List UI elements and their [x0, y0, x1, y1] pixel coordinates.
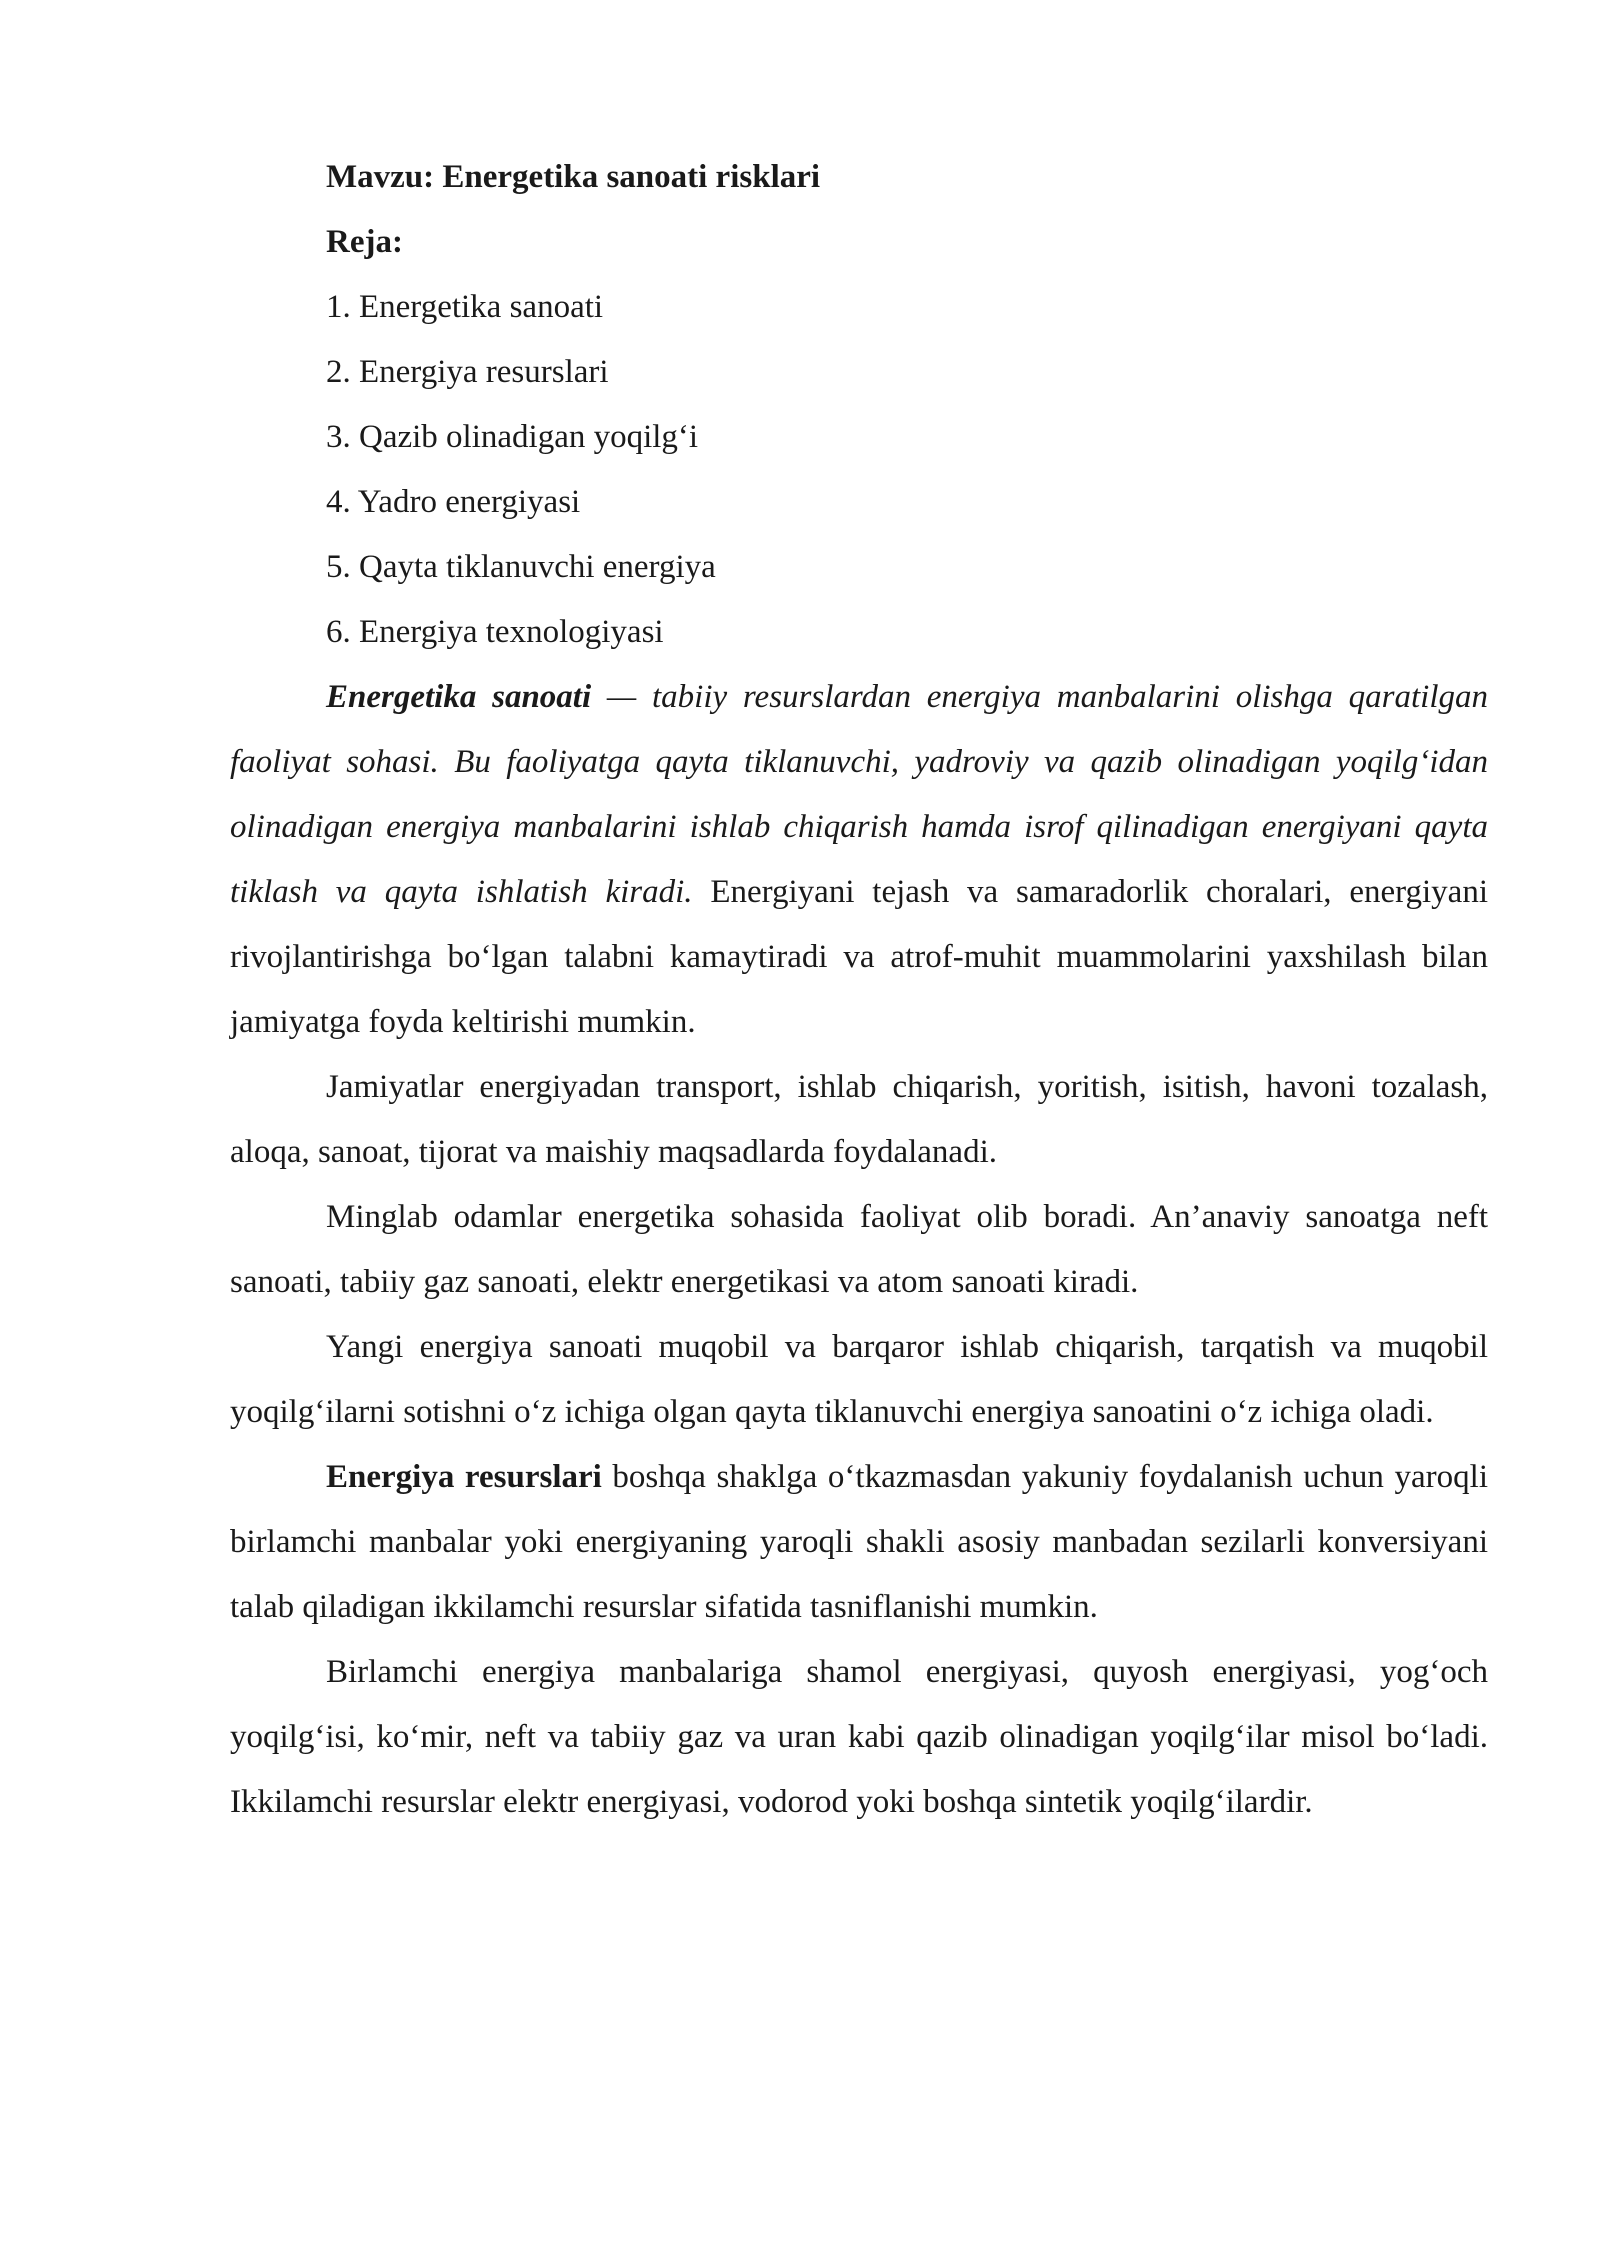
document-title: Mavzu: Energetika sanoati risklari [326, 159, 821, 195]
paragraph-primary-sources: Birlamchi energiya manbalariga shamol energiyasi, quyosh energiyasi, yog‘och yoqilg‘isi, ko‘mir, neft va tabiiy gaz va uran kabi qazib olinadigan yoqilg‘ilar misol bo‘ladi. Ikkilamchi resurslar elektr energiyasi, vodorod yoki boshqa sintetik yoqilg‘ilardir. [230, 1654, 1488, 1820]
document-page [230, 145, 1488, 1835]
plan-item: 5. Qayta tiklanuvchi energiya [326, 549, 716, 585]
paragraph-energetika-sanoati [230, 665, 1488, 1055]
paragraph-new-industry: Yangi energiya sanoati muqobil va barqaror ishlab chiqarish, tarqatish va muqobil yoqilg‘ilarni sotishni o‘z ichiga olgan qayta tiklanuvchi energiya sanoatini o‘z ichiga oladi. [230, 1329, 1488, 1430]
plan-item: 3. Qazib olinadigan yoqilg‘i [326, 419, 699, 455]
definition-text: — tabiiy resurslardan energiya manbalarini olishga qaratilgan faoliyat sohasi. Bu faoliyatga qayta tiklanuvchi, yadroviy va qazib olinadigan yoqilg‘idan olinadigan energiya manbalarini ishlab chiqarish hamda isrof qilinadigan energiyani qayta tiklash va qayta ishlatish kiradi. [230, 679, 1488, 910]
plan-item: 2. Energiya resurslari [326, 354, 609, 390]
paragraph-text: boshqa shaklga o‘tkazmasdan yakuniy foydalanish uchun yaroqli birlamchi manbalar yoki energiyaning yaroqli shakli asosiy manbadan sezilarli konversiyani talab qiladigan ikkilamchi resurslar sifatida tasniflanishi mumkin. [230, 1459, 1488, 1625]
plan-item: 6. Energiya texnologiyasi [326, 614, 664, 650]
paragraph-text: Energiyani tejash va samaradorlik choralari, energiyani rivojlantirishga bo‘lgan talabni kamaytiradi va atrof-muhit muammolarini yaxshilash bilan jamiyatga foyda keltirishi mumkin. [230, 874, 1488, 1040]
paragraph-energiya-resurslari [230, 1445, 1488, 1640]
paragraph-traditional-industry: Minglab odamlar energetika sohasida faoliyat olib boradi. An’anaviy sanoatga neft sanoati, tabiiy gaz sanoati, elektr energetikasi va atom sanoati kiradi. [230, 1199, 1488, 1300]
plan-heading: Reja: [326, 224, 403, 260]
plan-item: 4. Yadro energiyasi [326, 484, 581, 520]
plan-item: 1. Energetika sanoati [326, 289, 604, 325]
term-energetika-sanoati: Energetika sanoati [326, 679, 592, 715]
paragraph-usage: Jamiyatlar energiyadan transport, ishlab chiqarish, yoritish, isitish, havoni tozalash, aloqa, sanoat, tijorat va maishiy maqsadlarda foydalanadi. [230, 1069, 1488, 1170]
plan-list [230, 275, 1488, 665]
term-energiya-resurslari: Energiya resurslari [326, 1459, 602, 1495]
